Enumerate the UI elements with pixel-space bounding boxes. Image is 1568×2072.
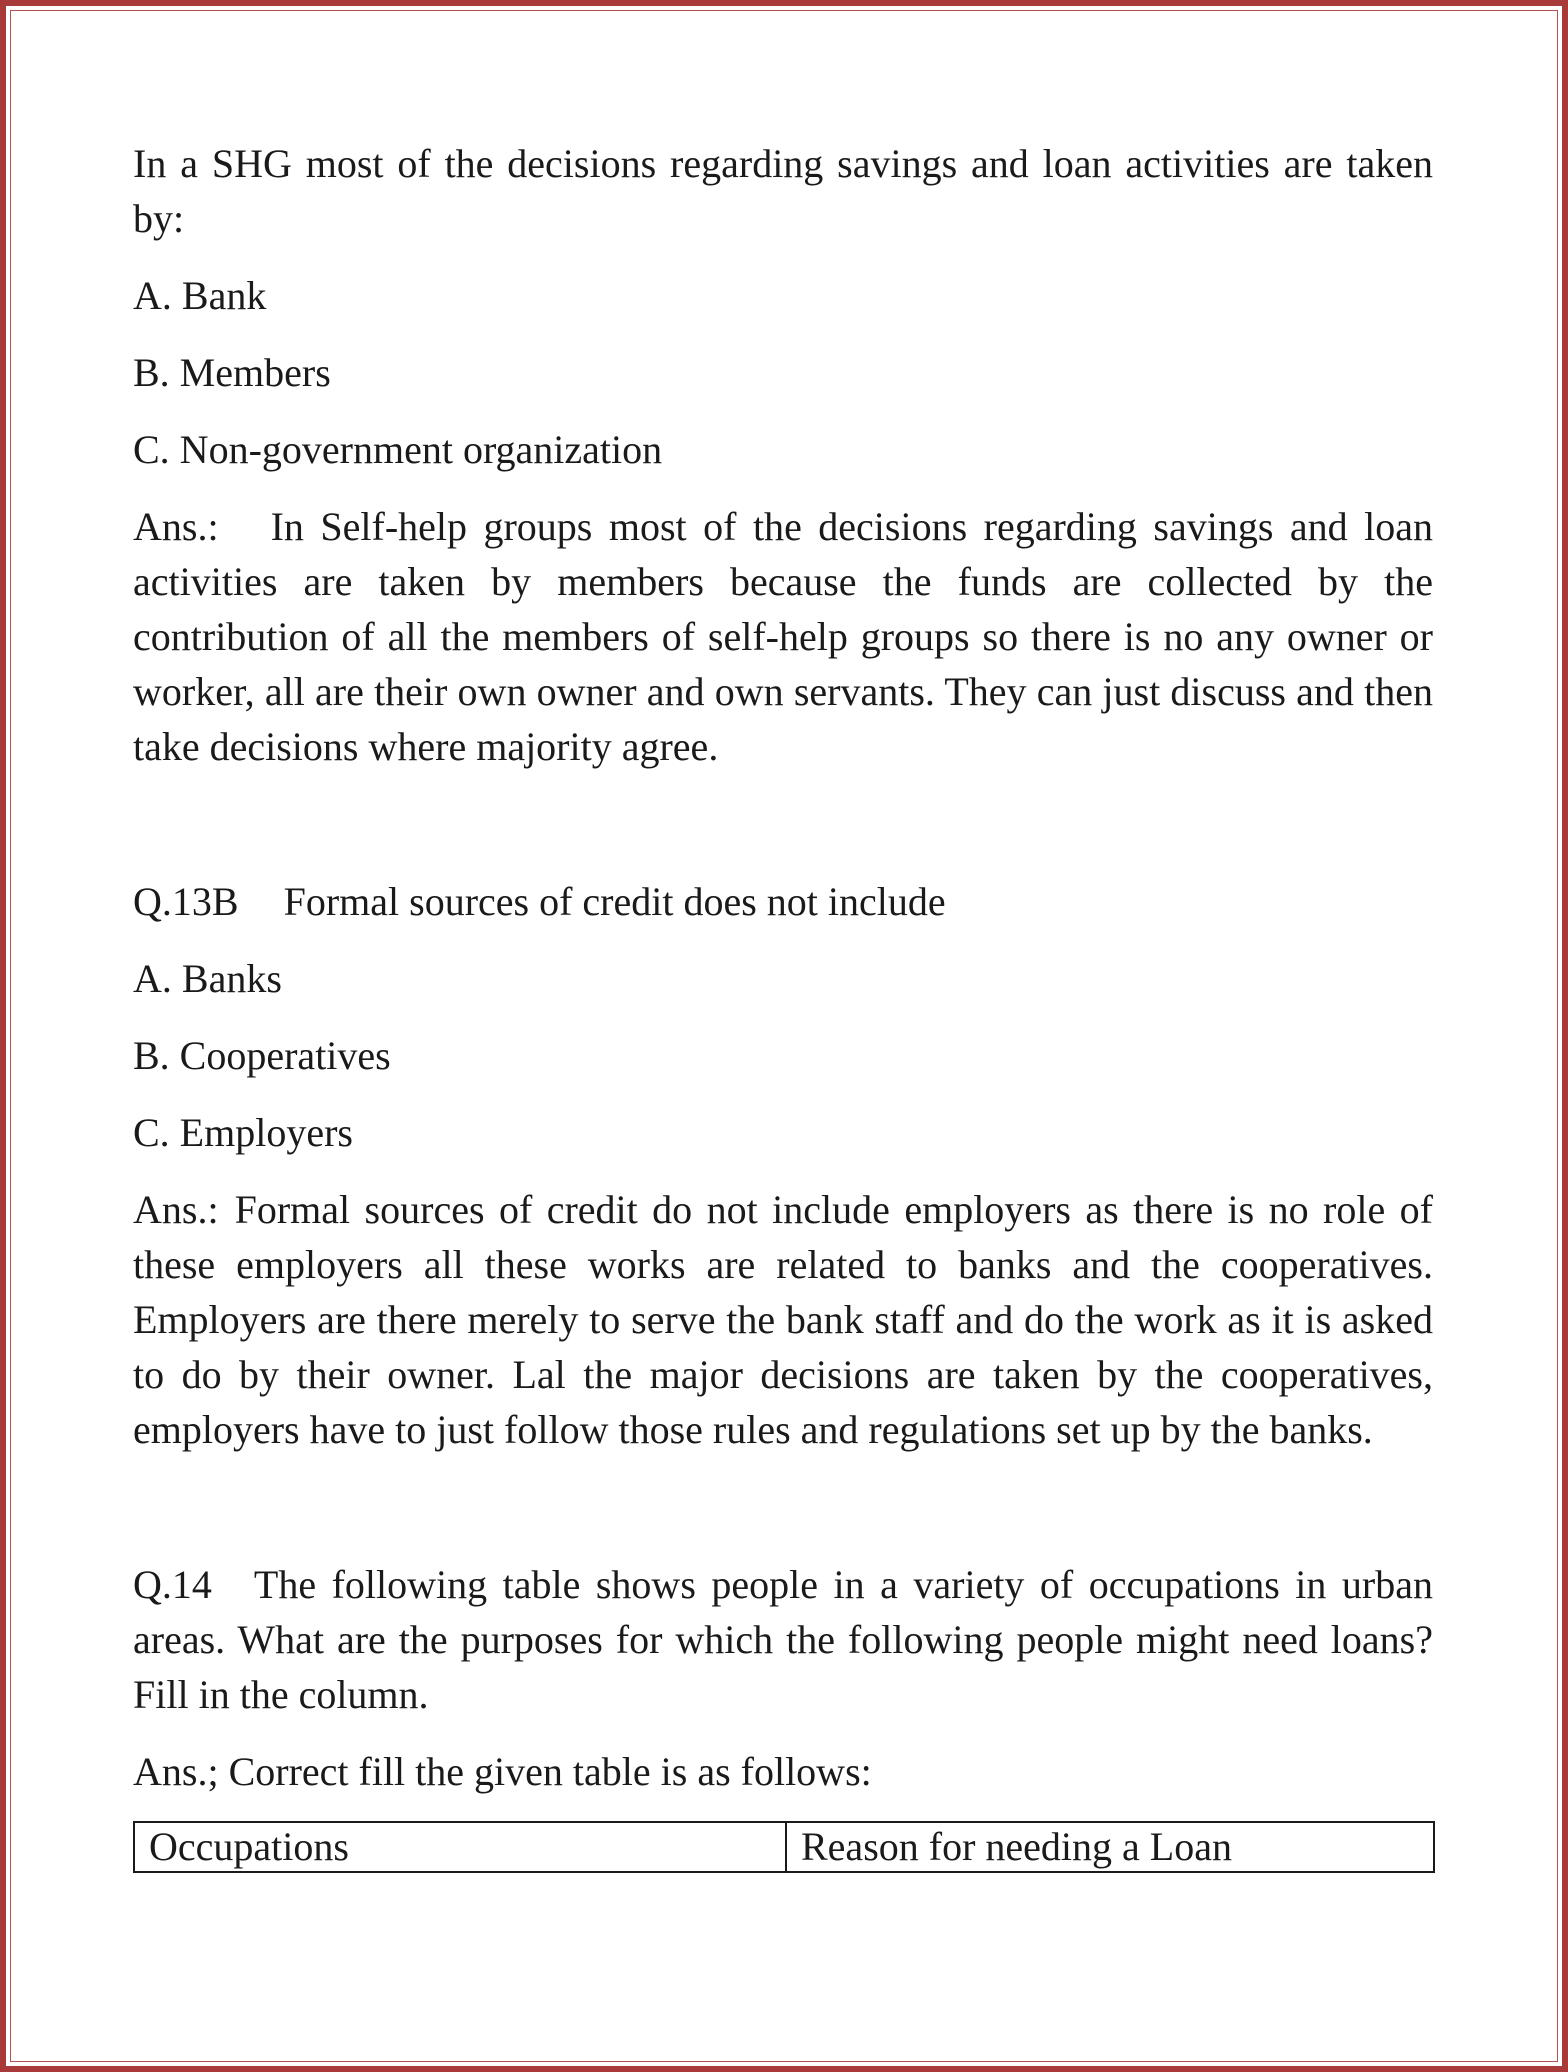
table-header-row — [134, 1822, 1434, 1872]
q13b-option-a: A. Banks — [133, 956, 282, 1001]
q13a-option-b: B. Members — [133, 350, 331, 395]
q13a-answer-label: Ans.: — [133, 504, 219, 549]
q13b-question-text: Formal sources of credit does not include — [283, 879, 946, 924]
document-body — [133, 136, 1433, 1873]
q13a-option-a: A. Bank — [133, 273, 267, 318]
q13b-answer-text: Formal sources of credit do not include employers as there is no role of these employers all these works are related to banks and the cooperatives. Employers are there merely to serve the bank staff and do the work as it is asked to do by their owner. Lal the major decisions are taken by the cooperatives, employers have to just follow those rules and regulations set up by the banks. — [133, 1187, 1433, 1452]
q13b-answer — [133, 1182, 1433, 1457]
occupations-table — [133, 1821, 1435, 1873]
q13a-answer-text: In Self-help groups most of the decisions regarding savings and loan activities are taken by members because the funds are collected by the contribution of all the members of self-help groups so there is no any owner or worker, all are their own owner and own servants. They can just discuss and then take decisions where majority agree. — [133, 504, 1433, 769]
q13b-answer-label: Ans.: — [133, 1187, 219, 1232]
q14-question-text: The following table shows people in a variety of occupations in urban areas. What are the purposes for which the following people might need loans? Fill in the column. — [133, 1562, 1433, 1717]
q13b-option-b: B. Cooperatives — [133, 1033, 391, 1078]
q13a-answer — [133, 499, 1433, 774]
q13b-question — [133, 874, 1433, 929]
q13b-option-c: C. Employers — [133, 1110, 353, 1155]
q14-question — [133, 1557, 1433, 1722]
q13a-question: In a SHG most of the decisions regarding savings and loan activities are taken by: — [133, 141, 1433, 241]
q13b-number: Q.13B — [133, 879, 239, 924]
q13a-option-c: C. Non-government organization — [133, 427, 663, 472]
q14-answer-intro: Ans.; Correct fill the given table is as follows: — [133, 1749, 872, 1794]
table-header-reason: Reason for needing a Loan — [786, 1822, 1434, 1872]
table-header-occupations: Occupations — [134, 1822, 786, 1872]
q14-number: Q.14 — [133, 1562, 212, 1607]
